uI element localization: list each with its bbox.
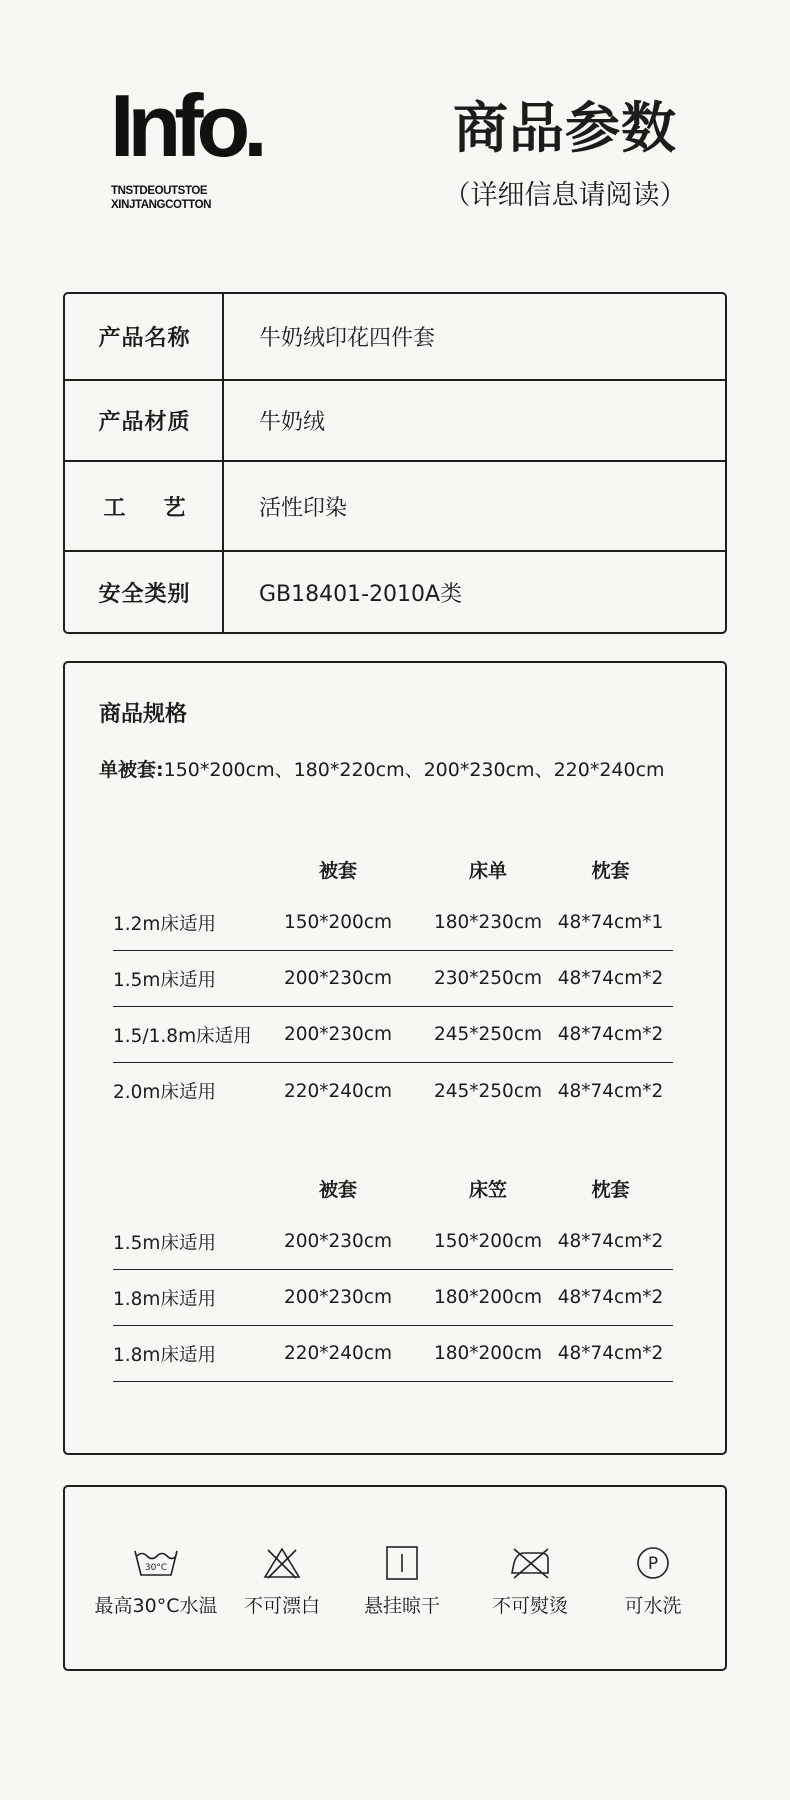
- logo-word: Info.: [110, 76, 261, 175]
- cell: 200*230cm: [283, 968, 393, 989]
- care-item-bleach: [217, 1543, 347, 1618]
- header-cell: 枕套: [591, 1178, 630, 1201]
- table-row: [113, 951, 673, 1007]
- param-value: 牛奶绒印花四件套: [259, 326, 436, 351]
- logo-subtext-line1: TNSTDEOUTSTOE: [111, 185, 208, 197]
- spec-section: [63, 661, 727, 1455]
- duvet-sizes-label: 单被套:: [99, 759, 164, 781]
- size-table-sheet: [113, 843, 673, 1119]
- header-cell: 床笠: [468, 1178, 507, 1201]
- page-title: 商品参数: [452, 96, 677, 160]
- cell: 200*230cm: [283, 1024, 393, 1045]
- cell: 48*74cm*2: [557, 1343, 664, 1364]
- care-item-p: [588, 1543, 718, 1618]
- page-subtitle: （详细信息请阅读）: [443, 180, 687, 211]
- care-item-iron: [465, 1543, 595, 1618]
- care-item-dry: [337, 1543, 467, 1618]
- cell: 48*74cm*2: [557, 1231, 664, 1252]
- row-label: 2.0m床适用: [113, 1082, 216, 1103]
- table-row: [113, 1063, 673, 1119]
- spec-title: 商品规格: [99, 702, 188, 727]
- cell: 48*74cm*2: [557, 1024, 664, 1045]
- cell: 180*230cm: [433, 912, 543, 933]
- row-label: 1.8m床适用: [113, 1344, 216, 1366]
- duvet-sizes: [99, 755, 665, 782]
- care-label: 可水洗: [624, 1595, 682, 1617]
- table-header: [113, 1162, 673, 1214]
- param-label: 安全类别: [98, 581, 191, 607]
- care-label: 悬挂晾干: [363, 1595, 440, 1617]
- duvet-sizes-value: 150*200cm、180*220cm、200*230cm、220*240cm: [163, 759, 665, 781]
- header-cell: 床单: [468, 859, 507, 882]
- row-label: 1.5m床适用: [113, 969, 216, 991]
- param-label: 产品名称: [98, 326, 191, 351]
- param-label: 产品材质: [98, 410, 191, 435]
- care-label: 不可熨烫: [491, 1595, 568, 1617]
- cell: 220*240cm: [283, 1343, 393, 1364]
- header: [0, 0, 790, 260]
- wash-30-icon: [133, 1547, 179, 1579]
- cell: 200*230cm: [283, 1231, 393, 1252]
- wash-temp-text: 30°C: [144, 1563, 168, 1573]
- param-value: 活性印染: [259, 495, 348, 521]
- cell: 230*250cm: [433, 968, 543, 989]
- cell: 245*250cm: [433, 1080, 543, 1102]
- cell: 150*200cm: [433, 1231, 543, 1252]
- table-row: [113, 1270, 673, 1326]
- cell: 180*200cm: [433, 1287, 543, 1308]
- param-row-name: [65, 294, 725, 379]
- cell: 48*74cm*2: [557, 968, 664, 989]
- cell: 220*240cm: [283, 1080, 393, 1102]
- table-row: [113, 1007, 673, 1063]
- cell: 48*74cm*2: [557, 1287, 664, 1308]
- row-label: 1.2m床适用: [113, 913, 216, 935]
- row-label: 1.5/1.8m床适用: [113, 1025, 252, 1047]
- no-bleach-icon: [262, 1546, 302, 1580]
- care-item-wash: [91, 1543, 221, 1618]
- table-row: [113, 1326, 673, 1382]
- param-value: 牛奶绒: [259, 410, 326, 435]
- cell: 48*74cm*2: [557, 1080, 664, 1102]
- logo-subtext: [111, 184, 211, 212]
- header-cell: 枕套: [591, 859, 630, 882]
- care-instructions: [63, 1485, 727, 1671]
- line-dry-icon: [384, 1544, 420, 1582]
- p-letter: P: [647, 1554, 659, 1574]
- param-row-process: [65, 462, 725, 550]
- header-cell: 被套: [318, 859, 357, 882]
- param-value: GB18401-2010A类: [259, 581, 463, 607]
- care-label: 不可漂白: [243, 1595, 320, 1617]
- cell: 150*200cm: [283, 912, 393, 933]
- cell: 48*74cm*1: [557, 912, 664, 933]
- cell: 245*250cm: [433, 1024, 543, 1045]
- table-row: [113, 1214, 673, 1270]
- param-row-material: [65, 381, 725, 460]
- cell: 200*230cm: [283, 1287, 393, 1308]
- no-iron-icon: [508, 1545, 552, 1581]
- cell: 180*200cm: [433, 1343, 543, 1364]
- care-label: 最高30°C水温: [94, 1595, 218, 1617]
- row-label: 1.5m床适用: [113, 1232, 216, 1254]
- logo-subtext-line2: XINJTANGCOTTON: [111, 199, 212, 211]
- table-header: [113, 843, 673, 895]
- parameter-table: [63, 292, 727, 634]
- row-label: 1.8m床适用: [113, 1288, 216, 1310]
- dry-clean-p-icon: [635, 1545, 671, 1581]
- param-label: 工艺: [103, 495, 224, 521]
- param-row-safety: [65, 552, 725, 632]
- size-table-fitted: [113, 1162, 673, 1382]
- table-row: [113, 895, 673, 951]
- header-cell: 被套: [318, 1178, 357, 1201]
